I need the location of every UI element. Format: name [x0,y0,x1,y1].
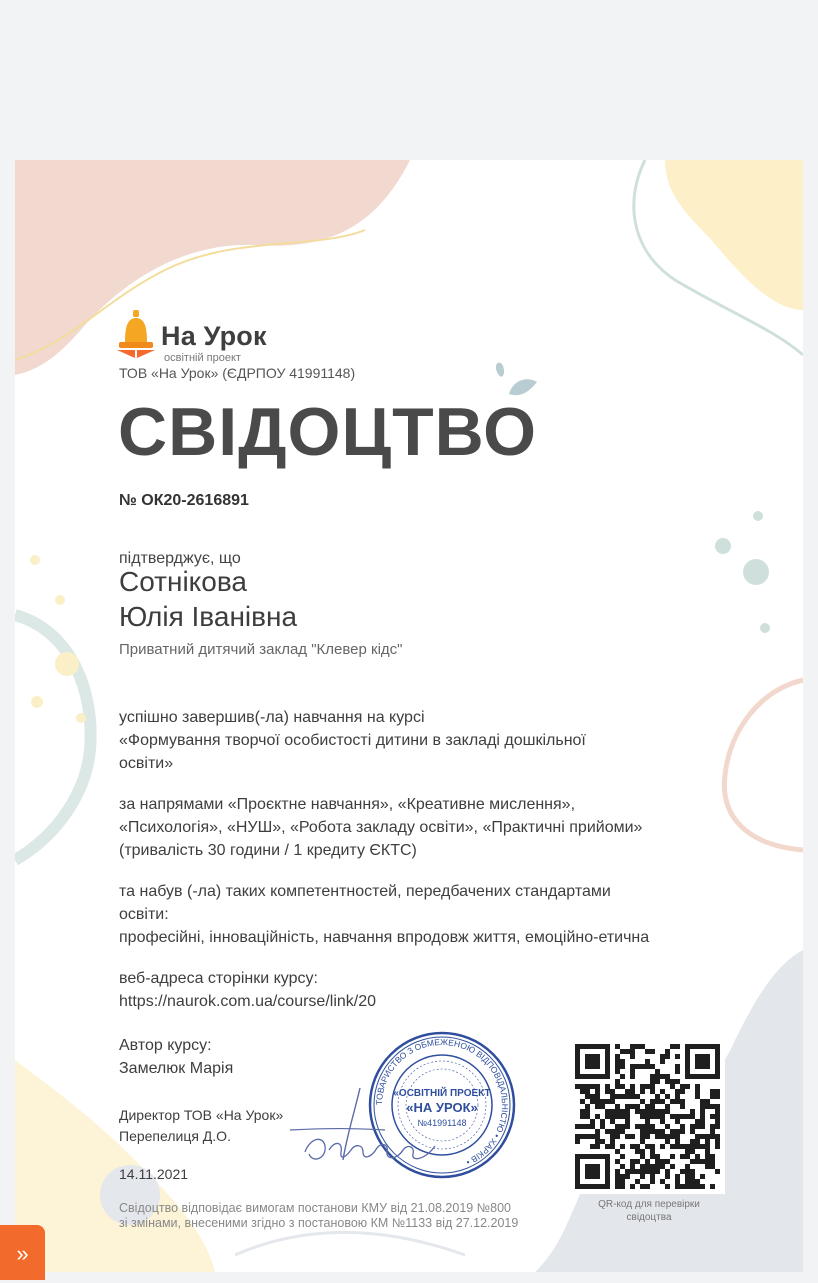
directions-line2: «Психологія», «НУШ», «Робота закладу освіти», «Практичні прийоми» [119,819,643,836]
web-address-link[interactable]: https://naurok.com.ua/course/link/20 [119,993,377,1010]
bell-logo-icon [115,310,159,362]
qr-caption-line1: QR-код для перевірки [598,1199,700,1210]
recipient-surname: Сотнікова [119,566,247,597]
footnote-line2: зі змінами, внесеними згідно з постановою КМ №1133 від 27.12.2019 [119,1216,519,1230]
svg-text:№41991148: №41991148 [417,1118,467,1128]
qr-finder-pattern [695,1054,710,1069]
company-line: ТОВ «На Урок» (ЄДРПОУ 41991148) [119,365,356,381]
qr-caption [581,1198,717,1224]
svg-text:ТОВАРИСТВО З ОБМЕЖЕНОЮ ВІДПОВІ: ТОВАРИСТВО З ОБМЕЖЕНОЮ ВІДПОВІДАЛЬНІСТЮ • ХАРКІВ • [373,1036,511,1168]
institution: Приватний дитячий заклад "Клевер кідс" [119,641,403,658]
directions-line1: за напрямами «Проєктне навчання», «Креативне мислення», [119,796,576,813]
author-label: Автор курсу: [119,1037,212,1054]
qr-caption-line2: свідоцтва [626,1212,672,1223]
certificate-number: № ОК20-2616891 [119,492,249,509]
logo-name: На Урок [161,321,267,351]
competencies-line2: освіти: [119,906,169,923]
competencies-list: професійні, інноваційність, навчання впродовж життя, емоційно-етична [119,929,650,946]
footnote-line1: Свідоцтво відповідає вимогам постанови КМУ від 21.08.2019 №800 [119,1201,511,1215]
course-title-line1: «Формування творчої особистості дитини в закладі дошкільної [119,732,586,749]
double-chevron-right-icon: » [16,1241,29,1266]
director-name: Перепелиця Д.О. [119,1128,231,1144]
issue-date: 14.11.2021 [119,1166,189,1182]
completed-label: успішно завершив(-ла) навчання на курсі [119,709,425,726]
svg-text:«НА УРОК»: «НА УРОК» [406,1100,478,1115]
certificate [15,160,803,1272]
recipient-given-name: Юлія Іванівна [119,601,298,632]
web-address-label: веб-адреса сторінки курсу: [119,970,318,987]
qr-finder-pattern [585,1164,600,1179]
course-title-line2: освіти» [119,755,174,772]
duration: (тривалість 30 години / 1 кредиту ЄКТС) [119,842,417,859]
verification-qr-code [571,1040,725,1194]
competencies-line1: та набув (-ла) таких компетентностей, передбачених стандартами [119,883,611,900]
svg-text:«ОСВІТНІЙ ПРОЕКТ: «ОСВІТНІЙ ПРОЕКТ [393,1088,491,1099]
director-signature [285,1080,455,1175]
confirms-label: підтверджує, що [119,550,241,567]
certificate-title: СВІДОЦТВО [118,394,537,470]
director-label: Директор ТОВ «На Урок» [119,1107,284,1123]
logo-tagline: освітній проект [164,352,241,364]
qr-finder-pattern [585,1054,600,1069]
next-page-button[interactable] [0,1225,45,1280]
author-name: Замелюк Марія [119,1060,234,1077]
